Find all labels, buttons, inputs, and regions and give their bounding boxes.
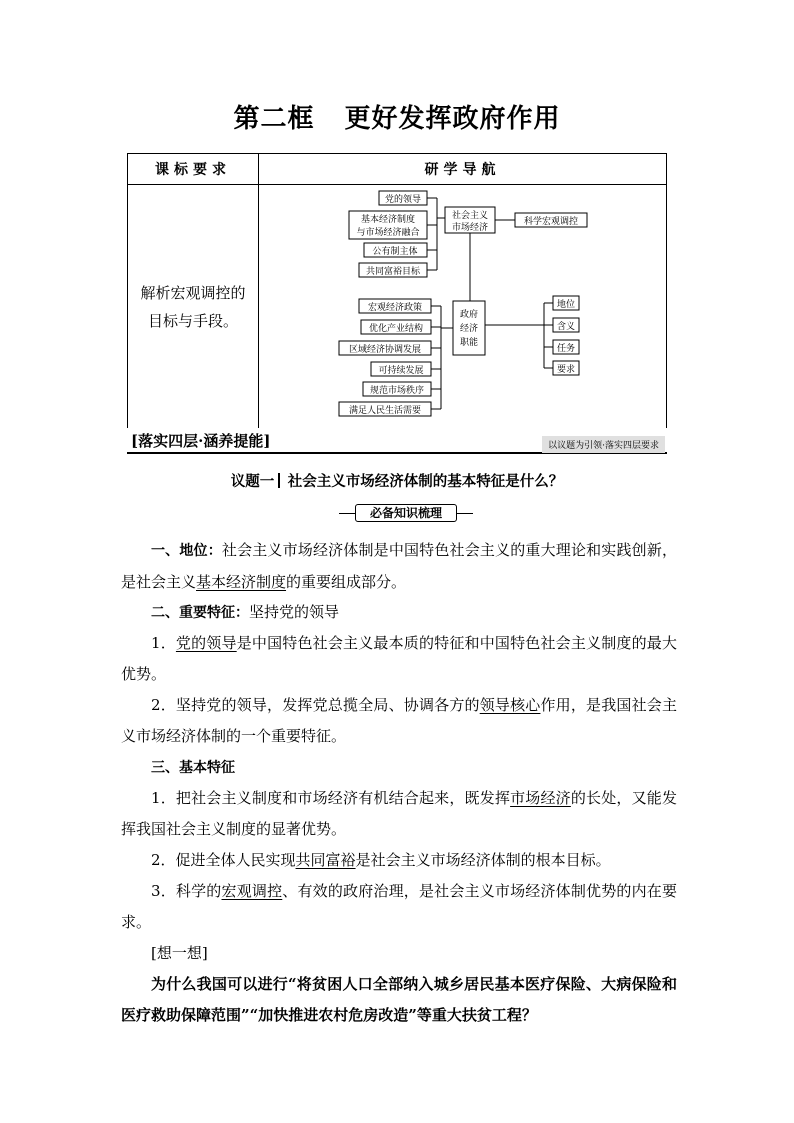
label-sustainable: 可持续发展: [378, 366, 424, 376]
label-basic-system: 基本经济制度: [360, 215, 416, 225]
label-function: 职能: [459, 338, 479, 348]
label-market-economy: 市场经济: [451, 223, 489, 233]
band-left-label: [落实四层·涵养提能]: [131, 432, 271, 450]
label-task: 任务: [556, 344, 576, 354]
page-title: 第二框 更好发挥政府作用: [233, 104, 561, 134]
paragraph-feature-2: 2．坚持党的领导，发挥党总揽全局、协调各方的领导核心作用，是我国社会主义市场经济体制的一个重要特征。: [121, 696, 677, 745]
topic-question: 社会主义市场经济体制的基本特征是什么？: [287, 473, 564, 490]
label-common-prosperity: 共同富裕目标: [365, 267, 421, 277]
concept-diagram: [259, 185, 667, 428]
paragraph-basic-3: 3．科学的宏观调控、有效的政府治理，是社会主义市场经济体制优势的内在要求。: [121, 882, 677, 931]
label-regional-development: 区域经济协调发展: [348, 345, 422, 355]
label-status: 地位: [556, 300, 576, 310]
label-market-integration: 与市场经济融合: [356, 228, 420, 238]
standard-text-line2: 目标与手段。: [147, 311, 238, 330]
topic-heading: [0, 470, 794, 491]
label-public-ownership: 公有制主体: [372, 247, 418, 257]
label-macro-policy: 宏观经济政策: [367, 303, 423, 313]
header-left: 课标要求: [128, 154, 259, 185]
paragraph-feature-heading: 二、重要特征：坚持党的领导: [151, 603, 340, 621]
label-requirement: 要求: [556, 365, 576, 375]
paragraph-basic-1: 1．把社会主义制度和市场经济有机结合起来，既发挥市场经济的长处，又能发挥我国社会主义制度的显著优势。: [121, 789, 677, 838]
paragraph-basic-heading: 三、基本特征: [151, 760, 235, 776]
section-title-text: 必备知识梳理: [355, 504, 457, 522]
section-title: [339, 504, 473, 522]
band-right-label: 以议题为引领·落实四层要求: [542, 436, 665, 453]
standard-cell: [128, 185, 259, 429]
paragraph-status: 一、地位：社会主义市场经济体制是中国特色社会主义的重大理论和实践创新，是社会主义基本经济制度的重要组成部分。: [121, 541, 677, 591]
standard-text-line1: 解析宏观调控的: [140, 283, 246, 302]
label-party-leadership: 党的领导: [384, 195, 422, 205]
section-band: [127, 428, 667, 454]
label-gov: 政府: [459, 310, 479, 320]
header-right: 研学导航: [259, 154, 667, 185]
label-market-order: 规范市场秩序: [369, 386, 425, 396]
paragraph-feature-1: 1．党的领导是中国特色社会主义最本质的特征和中国特色社会主义制度的最大优势。: [121, 634, 677, 683]
topic-label: 议题一: [230, 473, 275, 490]
label-econ: 经济: [459, 324, 479, 334]
diagram-cell: [259, 185, 667, 429]
label-socialist: 社会主义: [451, 211, 489, 221]
label-industry-structure: 优化产业结构: [368, 324, 424, 334]
label-people-needs: 满足人民生活需要: [348, 406, 422, 416]
think-question: 为什么我国可以进行“将贫困人口全部纳入城乡居民基本医疗保险、大病保险和医疗救助保障范围”“加快推进农村危房改造”等重大扶贫工程？: [121, 975, 677, 1024]
label-meaning: 含义: [556, 322, 576, 332]
think-label: [想一想]: [151, 944, 208, 962]
label-macro-control: 科学宏观调控: [523, 217, 579, 227]
paragraph-basic-2: 2．促进全体人民实现共同富裕是社会主义市场经济体制的根本目标。: [151, 851, 611, 869]
guide-table: [127, 153, 667, 428]
